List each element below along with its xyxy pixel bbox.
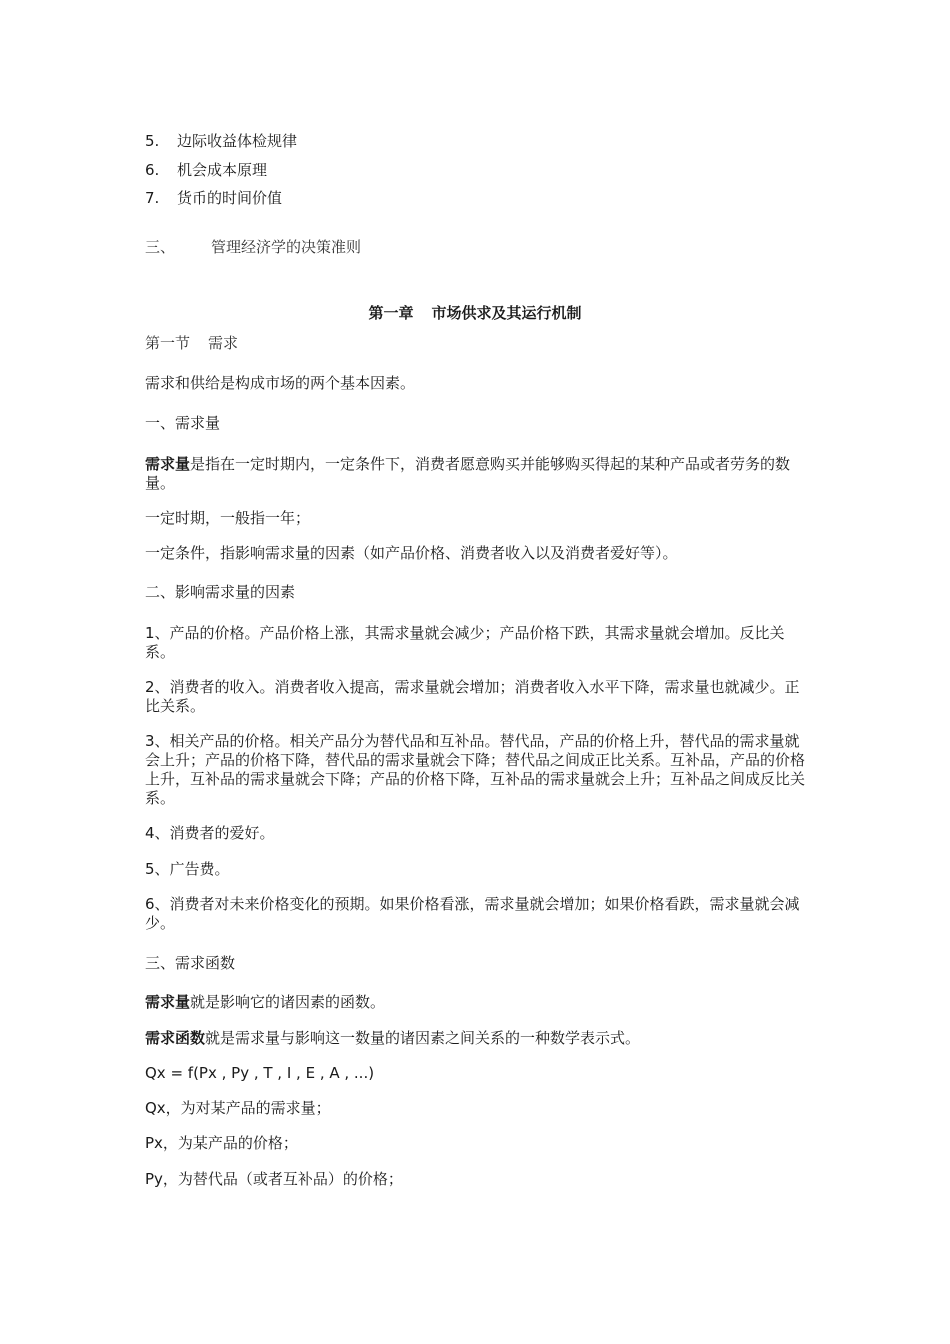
section-heading: 三、 管理经济学的决策准则: [145, 238, 362, 256]
lesson-heading: 第一节 需求: [145, 334, 239, 352]
subheading-demand-quantity: 一、需求量: [145, 414, 221, 432]
factor-item: 1、产品的价格。产品价格上涨，其需求量就会减少；产品价格下跌，其需求量就会增加。反比关系。: [145, 624, 785, 661]
definition-paragraph: 需求量就是影响它的诸因素的函数。: [145, 993, 386, 1011]
subheading-demand-function: 三、需求函数: [145, 954, 236, 972]
paragraph: 一定条件，指影响需求量的因素（如产品价格、消费者收入以及消费者爱好等）。: [145, 544, 678, 562]
factor-item: 5、广告费。: [145, 860, 230, 878]
variable-definition: Py，为替代品（或者互补品）的价格；: [145, 1170, 403, 1188]
list-item: 7. 货币的时间价值: [145, 189, 283, 207]
definition-paragraph: 需求量是指在一定时期内，一定条件下，消费者愿意购买并能够购买得起的某种产品或者劳务的数量。: [145, 455, 791, 492]
subheading-factors: 二、影响需求量的因素: [145, 583, 296, 601]
definition-paragraph: 需求函数就是需求量与影响这一数量的诸因素之间关系的一种数学表示式。: [145, 1029, 641, 1047]
factor-item: 3、相关产品的价格。相关产品分为替代品和互补品。替代品，产品的价格上升，替代品的需求量就会上升；产品的价格下降，替代品的需求量就会下降；替代品之间成正比关系。互补品，产品的价格上升，互补品的需求量就会下降；产品的价格下降，互补品的需求量就会上升；互补品之间成反比关系。: [145, 732, 806, 807]
factor-item: 6、消费者对未来价格变化的预期。如果价格看涨，需求量就会增加；如果价格看跌，需求量就会减少。: [145, 895, 800, 932]
paragraph: 一定时期，一般指一年；: [145, 509, 311, 527]
variable-definition: Px，为某产品的价格；: [145, 1134, 298, 1152]
list-item: 6. 机会成本原理: [145, 161, 268, 179]
chapter-title: 第一章 市场供求及其运行机制: [368, 304, 582, 322]
variable-definition: Qx，为对某产品的需求量；: [145, 1099, 331, 1117]
formula: Qx = f(Px , Py , T , I , E , A , ...): [145, 1064, 375, 1082]
intro-paragraph: 需求和供给是构成市场的两个基本因素。: [145, 374, 416, 392]
list-item: 5. 边际收益体检规律: [145, 132, 298, 150]
factor-item: 4、消费者的爱好。: [145, 824, 275, 842]
factor-item: 2、消费者的收入。消费者收入提高，需求量就会增加；消费者收入水平下降，需求量也就减少。正比关系。: [145, 678, 800, 715]
